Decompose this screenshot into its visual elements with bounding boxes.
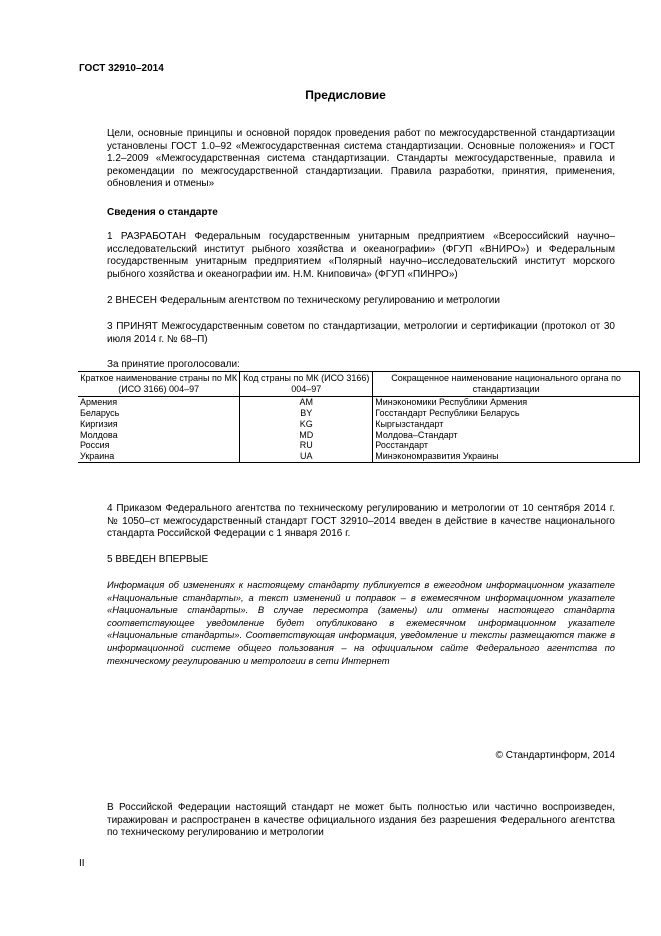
- table-row: [78, 419, 640, 430]
- document-header: ГОСТ 32910–2014: [79, 63, 164, 74]
- intro-text: Цели, основные принципы и основной порядок проведения работ по межгосударственной стандартизации установлены ГОСТ 1.0–92 «Межгосударственная система стандартизации. Основные положения» и ГОСТ 1.2–2009 «Межгосударственная система стандартизации. Стандарты межгосударственные, правила и рекомендации по межгосударственной стандартизации. Правила разработки, принятия, применения, обновления и отмены»: [107, 128, 615, 190]
- vote-table: [78, 371, 640, 463]
- copyright: © Стандартинформ, 2014: [495, 750, 615, 761]
- vote-table-header-body: Сокращенное наименование национального органа по стандартизации: [373, 372, 640, 397]
- item-4-text: 4 Приказом Федерального агентства по техническому регулированию и метрологии от 10 сентября 2014 г. № 1050–ст межгосударственный стандарт ГОСТ 32910–2014 введен в действие в качестве национального стандарта Российской Федерации с 1 января 2016 г.: [107, 503, 615, 540]
- vote-caption: За принятие проголосовали:: [107, 359, 240, 370]
- country-cell: Украина: [78, 451, 240, 462]
- vote-table-header-country: Краткое наименование страны по МК (ИСО 3166) 004–97: [78, 372, 240, 397]
- body-cell: Минэкономики Республики Армения: [373, 397, 640, 408]
- table-row: [78, 408, 640, 419]
- table-row: [78, 440, 640, 451]
- table-row: [78, 397, 640, 408]
- reproduction-notice-paragraph: [79, 802, 615, 840]
- code-cell: RU: [240, 440, 373, 451]
- code-cell: BY: [240, 408, 373, 419]
- body-cell: Росстандарт: [373, 440, 640, 451]
- intro-paragraph: [79, 128, 615, 191]
- item-4-paragraph: [79, 503, 615, 541]
- reproduction-notice: В Российской Федерации настоящий стандарт не может быть полностью или частично воспроизведен, тиражирован и распространен в качестве официального издания без разрешения Федерального агентства по техническому регулированию и метрологии: [107, 802, 615, 839]
- country-cell: Россия: [78, 440, 240, 451]
- changes-notice: Информация об изменениях к настоящему стандарту публикуется в ежегодном информационном указателе «Национальные стандарты», а текст изменений и поправок – в ежемесячном информационном указателе «Национальные стандарты». В случае пересмотра (замены) или отмены настоящего стандарта соответствующее уведомление будет опубликовано в ежемесячном информационном указателе «Национальные стандарты». Соответствующая информация, уведомление и тексты размещаются также в информационной системе общего пользования – на официальном сайте Федерального агентства по техническому регулированию и метрологии в сети Интернет: [107, 579, 615, 666]
- code-cell: MD: [240, 430, 373, 441]
- item-2-text: 2 ВНЕСЕН Федеральным агентством по техническому регулированию и метрологии: [107, 295, 500, 306]
- code-cell: AM: [240, 397, 373, 408]
- country-cell: Армения: [78, 397, 240, 408]
- table-row: [78, 451, 640, 462]
- code-cell: UA: [240, 451, 373, 462]
- item-5-text: 5 ВВЕДЕН ВПЕРВЫЕ: [107, 554, 209, 565]
- item-3-text: 3 ПРИНЯТ Межгосударственным советом по стандартизации, метрологии и сертификации (протокол от 30 июля 2014 г. № 68–П): [107, 321, 615, 345]
- page-title: Предисловие: [305, 88, 386, 102]
- vote-table-header-row: [78, 372, 640, 397]
- country-cell: Молдова: [78, 430, 240, 441]
- body-cell: Молдова–Стандарт: [373, 430, 640, 441]
- body-cell: Минэкономразвития Украины: [373, 451, 640, 462]
- body-cell: Кыргызстандарт: [373, 419, 640, 430]
- standard-info-heading: Сведения о стандарте: [107, 207, 218, 218]
- vote-table-header-code: Код страны по МК (ИСО 3166) 004–97: [240, 372, 373, 397]
- item-3-paragraph: [79, 321, 615, 346]
- table-row: [78, 430, 640, 441]
- country-cell: Беларусь: [78, 408, 240, 419]
- item-1-paragraph: [79, 231, 615, 281]
- body-cell: Госстандарт Республики Беларусь: [373, 408, 640, 419]
- item-1-text: 1 РАЗРАБОТАН Федеральным государственным унитарным предприятием «Всероссийский научно–исследовательский институт рыбного хозяйства и океанографии» (ФГУП «ВНИРО») и Федеральным государственным унитарным предприятием «Полярный научно–исследовательский институт морского рыбного хозяйства и океанографии им. Н.М. Книповича» (ФГУП «ПИНРО»): [107, 231, 615, 280]
- code-cell: KG: [240, 419, 373, 430]
- page-number: II: [79, 858, 85, 869]
- country-cell: Киргизия: [78, 419, 240, 430]
